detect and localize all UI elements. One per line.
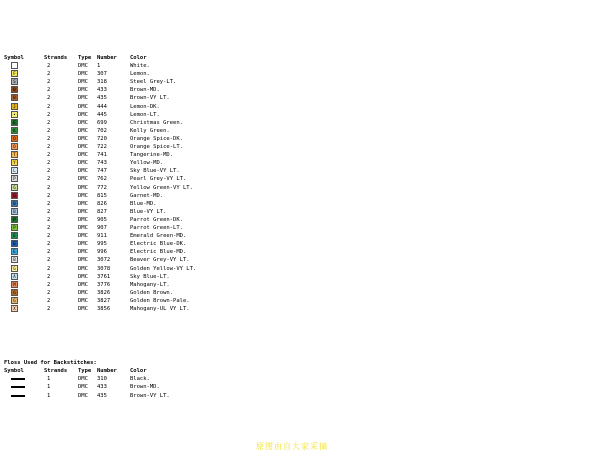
number-cell: 699	[97, 119, 107, 126]
floss-row	[0, 192, 260, 200]
floss-row	[0, 119, 260, 127]
bs-header-symbol: Symbol	[4, 368, 24, 374]
floss-row	[0, 240, 260, 248]
symbol-swatch: L	[11, 167, 18, 174]
symbol-swatch: G	[11, 297, 18, 304]
color-cell: Blue-MD.	[130, 200, 157, 207]
color-cell: Golden Yellow-VY LT.	[130, 265, 197, 272]
symbol-swatch: X	[11, 305, 18, 312]
color-cell: Tangerine-MD.	[130, 152, 174, 159]
symbol-swatch: P	[11, 175, 18, 182]
number-cell: 3761	[97, 273, 111, 280]
strands-cell: 2	[47, 241, 51, 248]
bs-header-color: Color	[130, 368, 147, 374]
type-cell: DMC	[78, 152, 88, 159]
strands-cell: 2	[47, 168, 51, 175]
number-cell: 3776	[97, 281, 111, 288]
header-symbol: Symbol	[4, 55, 24, 61]
color-cell: Sky Blue-VY LT.	[130, 168, 180, 175]
color-cell: Parrot Green-LT.	[130, 225, 183, 231]
symbol-swatch: E	[11, 248, 18, 255]
floss-row	[0, 78, 260, 86]
strands-cell: 2	[47, 135, 51, 142]
color-cell: Blue-VY LT.	[130, 208, 167, 215]
number-cell: 435	[97, 392, 107, 399]
number-cell: 310	[97, 376, 107, 382]
number-cell: 445	[97, 111, 107, 118]
floss-row	[0, 216, 260, 224]
floss-row	[0, 151, 260, 159]
strands-cell: 2	[47, 216, 51, 223]
symbol-swatch: S	[11, 78, 18, 85]
strands-cell: 2	[47, 79, 51, 86]
number-cell: 747	[97, 168, 107, 175]
strands-cell: 2	[47, 208, 51, 215]
number-cell: 3078	[97, 265, 111, 272]
type-cell: DMC	[78, 208, 88, 215]
symbol-swatch: K	[11, 127, 18, 134]
number-cell: 827	[97, 208, 107, 215]
number-cell: 433	[97, 87, 107, 94]
color-cell: Golden Brown-Pale.	[130, 297, 190, 304]
symbol-swatch: E	[11, 240, 18, 247]
backstitch-line-icon	[11, 386, 25, 388]
symbol-swatch: A	[11, 273, 18, 280]
number-cell: 815	[97, 192, 107, 199]
strands-cell: 2	[47, 225, 51, 231]
type-cell: DMC	[78, 63, 88, 69]
strands-cell: 2	[47, 160, 51, 167]
color-cell: Orange Spice-LT.	[130, 144, 183, 150]
number-cell: 826	[97, 200, 107, 207]
type-cell: DMC	[78, 216, 88, 223]
type-cell: DMC	[78, 257, 88, 264]
color-cell: Garnet-MD.	[130, 192, 164, 199]
number-cell: 702	[97, 127, 107, 134]
backstitch-row	[0, 383, 260, 391]
floss-row	[0, 297, 260, 305]
floss-row	[0, 208, 260, 216]
symbol-swatch: T	[11, 151, 18, 158]
strands-cell: 2	[47, 111, 51, 118]
strands-cell: 2	[47, 289, 51, 296]
strands-cell: 2	[47, 233, 51, 240]
strands-cell: 2	[47, 152, 51, 159]
strands-cell: 2	[47, 257, 51, 264]
color-cell: Lemon-LT.	[130, 111, 160, 118]
color-cell: Lemon.	[130, 71, 150, 78]
color-cell: Steel Grey-LT.	[130, 79, 177, 86]
type-cell: DMC	[78, 241, 88, 248]
header-color: Color	[130, 55, 147, 61]
number-cell: 907	[97, 225, 107, 231]
type-cell: DMC	[78, 79, 88, 86]
floss-row	[0, 167, 260, 175]
floss-row	[0, 159, 260, 167]
floss-row	[0, 143, 260, 151]
color-cell: Mahogany-LT.	[130, 281, 170, 288]
strands-cell: 2	[47, 71, 51, 78]
type-cell: DMC	[78, 127, 88, 134]
type-cell: DMC	[78, 249, 88, 256]
type-cell: DMC	[78, 111, 88, 118]
type-cell: DMC	[78, 71, 88, 78]
symbol-swatch: G	[11, 192, 18, 199]
strands-cell: 2	[47, 192, 51, 199]
floss-row	[0, 224, 260, 232]
color-cell: Brown-VY LT.	[130, 95, 170, 102]
symbol-swatch: M	[11, 281, 18, 288]
number-cell: 1	[97, 63, 101, 69]
strands-cell: 2	[47, 176, 51, 183]
number-cell: 772	[97, 184, 107, 191]
strands-cell: 2	[47, 306, 51, 312]
color-cell: Pearl Grey-VY LT.	[130, 176, 187, 183]
symbol-swatch: E	[11, 119, 18, 126]
type-cell: DMC	[78, 376, 88, 382]
floss-row	[0, 232, 260, 240]
strands-cell: 2	[47, 95, 51, 102]
strands-cell: 2	[47, 281, 51, 288]
number-cell: 905	[97, 216, 107, 223]
floss-row	[0, 103, 260, 111]
strands-cell: 2	[47, 273, 51, 280]
type-cell: DMC	[78, 306, 88, 312]
type-cell: DMC	[78, 273, 88, 280]
number-cell: 743	[97, 160, 107, 167]
number-cell: 741	[97, 152, 107, 159]
number-cell: 433	[97, 384, 107, 391]
floss-row	[0, 248, 260, 256]
floss-row	[0, 135, 260, 143]
bs-header-strands: Strands	[44, 368, 68, 374]
symbol-swatch: B	[11, 86, 18, 93]
color-cell: Orange Spice-DK.	[130, 135, 183, 142]
floss-row	[0, 86, 260, 94]
color-cell: Electric Blue-MD.	[130, 249, 187, 256]
color-cell: Yellow-MD.	[130, 160, 164, 167]
strands-cell: 2	[47, 144, 51, 150]
floss-row	[0, 70, 260, 78]
floss-row	[0, 175, 260, 183]
header-strands: Strands	[44, 55, 68, 61]
color-cell: Brown-MD.	[130, 384, 160, 391]
floss-row	[0, 289, 260, 297]
symbol-swatch: G	[11, 184, 18, 191]
symbol-swatch: B	[11, 94, 18, 101]
symbol-swatch: P	[11, 224, 18, 231]
symbol-swatch: B	[11, 256, 18, 263]
symbol-swatch: G	[11, 289, 18, 296]
strands-cell: 2	[47, 184, 51, 191]
strands-cell: 2	[47, 200, 51, 207]
symbol-swatch: G	[11, 265, 18, 272]
type-cell: DMC	[78, 144, 88, 150]
strands-cell: 2	[47, 103, 51, 110]
color-cell: Mahogany-UL VY LT.	[130, 306, 190, 312]
floss-row	[0, 94, 260, 102]
backstitch-line-icon	[11, 378, 25, 380]
bs-header-type: Type	[78, 368, 92, 374]
header-number: Number	[97, 55, 117, 61]
type-cell: DMC	[78, 384, 88, 391]
number-cell: 3072	[97, 257, 111, 264]
color-cell: Black.	[130, 376, 150, 382]
number-cell: 911	[97, 233, 107, 240]
symbol-swatch: B	[11, 208, 18, 215]
floss-row	[0, 200, 260, 208]
backstitch-title: Floss Used for Backstitches:	[4, 360, 97, 366]
type-cell: DMC	[78, 160, 88, 167]
floss-row	[0, 256, 260, 264]
number-cell: 996	[97, 249, 107, 256]
floss-row	[0, 265, 260, 273]
color-cell: Kelly Green.	[130, 127, 170, 134]
strands-cell: 2	[47, 87, 51, 94]
color-cell: Electric Blue-DK.	[130, 241, 187, 248]
number-cell: 3827	[97, 297, 111, 304]
number-cell: 435	[97, 95, 107, 102]
number-cell: 3856	[97, 306, 111, 312]
color-cell: Yellow Green-VY LT.	[130, 184, 193, 191]
number-cell: 762	[97, 176, 107, 183]
floss-row	[0, 62, 260, 70]
type-cell: DMC	[78, 281, 88, 288]
type-cell: DMC	[78, 297, 88, 304]
color-cell: Parrot Green-DK.	[130, 216, 183, 223]
type-cell: DMC	[78, 233, 88, 240]
type-cell: DMC	[78, 200, 88, 207]
symbol-swatch: F	[11, 70, 18, 77]
type-cell: DMC	[78, 289, 88, 296]
color-cell: Beaver Grey-VY LT.	[130, 257, 190, 264]
symbol-swatch: O	[11, 135, 18, 142]
color-cell: White.	[130, 63, 150, 69]
floss-row	[0, 184, 260, 192]
strands-cell: 2	[47, 249, 51, 256]
color-cell: Brown-MD.	[130, 87, 160, 94]
type-cell: DMC	[78, 392, 88, 399]
symbol-swatch: •	[11, 111, 18, 118]
number-cell: 995	[97, 241, 107, 248]
type-cell: DMC	[78, 168, 88, 175]
backstitch-row	[0, 392, 260, 400]
number-cell: 720	[97, 135, 107, 142]
symbol-swatch: J	[11, 103, 18, 110]
strands-cell: 1	[47, 376, 51, 382]
strands-cell: 2	[47, 297, 51, 304]
backstitch-row	[0, 375, 260, 383]
type-cell: DMC	[78, 119, 88, 126]
strands-cell: 2	[47, 119, 51, 126]
floss-row	[0, 111, 260, 119]
header-type: Type	[78, 55, 92, 61]
symbol-swatch: O	[11, 143, 18, 150]
number-cell: 444	[97, 103, 107, 110]
type-cell: DMC	[78, 87, 88, 94]
number-cell: 722	[97, 144, 107, 150]
symbol-swatch: P	[11, 216, 18, 223]
footer-caption: 原图由自大家采摘	[256, 442, 328, 451]
number-cell: 3826	[97, 289, 111, 296]
color-cell: Golden Brown.	[130, 289, 174, 296]
symbol-swatch: B	[11, 200, 18, 207]
floss-row	[0, 305, 260, 313]
strands-cell: 2	[47, 265, 51, 272]
number-cell: 318	[97, 79, 107, 86]
floss-row	[0, 281, 260, 289]
strands-cell: 2	[47, 127, 51, 134]
symbol-swatch	[11, 62, 18, 69]
symbol-swatch: E	[11, 232, 18, 239]
type-cell: DMC	[78, 176, 88, 183]
number-cell: 307	[97, 71, 107, 78]
strands-cell: 1	[47, 384, 51, 391]
type-cell: DMC	[78, 225, 88, 231]
type-cell: DMC	[78, 184, 88, 191]
color-cell: Lemon-DK.	[130, 103, 160, 110]
strands-cell: 1	[47, 392, 51, 399]
type-cell: DMC	[78, 95, 88, 102]
color-cell: Christmas Green.	[130, 119, 183, 126]
type-cell: DMC	[78, 103, 88, 110]
type-cell: DMC	[78, 135, 88, 142]
backstitch-line-icon	[11, 395, 25, 397]
strands-cell: 2	[47, 63, 51, 69]
color-cell: Brown-VY LT.	[130, 392, 170, 399]
floss-row	[0, 127, 260, 135]
color-cell: Emerald Green-MD.	[130, 233, 187, 240]
floss-row	[0, 273, 260, 281]
type-cell: DMC	[78, 265, 88, 272]
symbol-swatch: Y	[11, 159, 18, 166]
bs-header-number: Number	[97, 368, 117, 374]
type-cell: DMC	[78, 192, 88, 199]
color-cell: Sky Blue-LT.	[130, 273, 170, 280]
